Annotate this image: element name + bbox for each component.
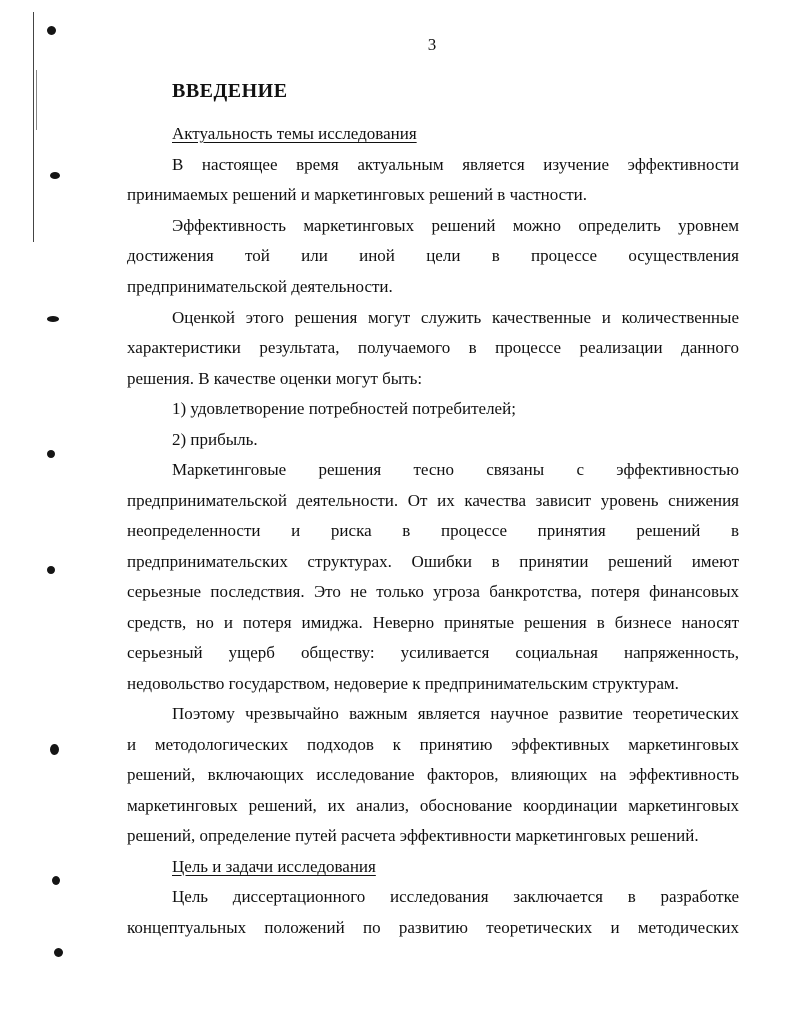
- punch-hole-mark: [47, 26, 56, 35]
- paragraph-line: маркетинговых решений, их анализ, обоснование координации маркетинговых: [127, 796, 739, 815]
- paragraph-line: серьезные последствия. Это не только угроза банкротства, потеря финансовых: [127, 582, 739, 601]
- paragraph-line: Поэтому чрезвычайно важным является научное развитие теоретических: [172, 704, 739, 723]
- punch-hole-mark: [52, 876, 60, 885]
- list-item: 2) прибыль.: [172, 430, 258, 449]
- paragraph-line: решений, включающих исследование факторов, влияющих на эффективность: [127, 765, 739, 784]
- paragraph-line: средств, но и потеря имиджа. Неверно принятые решения в бизнесе наносят: [127, 613, 739, 632]
- punch-hole-mark: [54, 948, 63, 957]
- paragraph-line: решений, определение путей расчета эффективности маркетинговых решений.: [127, 826, 699, 845]
- paragraph-line: Маркетинговые решения тесно связаны с эффективностью: [172, 460, 739, 479]
- paragraph-line: характеристики результата, получаемого в процессе реализации данного: [127, 338, 739, 357]
- paragraph-line: и методологических подходов к принятию эффективных маркетинговых: [127, 735, 739, 754]
- paragraph-line: серьезный ущерб обществу: усиливается социальная напряженность,: [127, 643, 739, 662]
- paragraph-line: концептуальных положений по развитию теоретических и методических: [127, 918, 739, 937]
- paragraph-line: достижения той или иной цели в процессе осуществления: [127, 246, 739, 265]
- punch-hole-mark: [47, 450, 55, 458]
- section-heading-relevance: Актуальность темы исследования: [172, 124, 417, 143]
- paragraph-line: решения. В качестве оценки могут быть:: [127, 369, 423, 388]
- paragraph-line: Эффективность маркетинговых решений можно определить уровнем: [172, 216, 739, 235]
- punch-hole-mark: [50, 744, 59, 755]
- section-heading-goals: Цель и задачи исследования: [172, 857, 376, 876]
- page-number: 3: [427, 35, 437, 54]
- paragraph-line: Оценкой этого решения могут служить качественные и количественные: [172, 308, 739, 327]
- paragraph-line: недовольство государством, недоверие к предпринимательским структурам.: [127, 674, 679, 693]
- paragraph-line: В настоящее время актуальным является изучение эффективности: [172, 155, 739, 174]
- paragraph-line: принимаемых решений и маркетинговых решений в частности.: [127, 185, 587, 204]
- punch-hole-mark: [47, 316, 59, 322]
- punch-hole-mark: [47, 566, 55, 574]
- punch-hole-mark: [50, 172, 60, 179]
- paragraph-line: предпринимательской деятельности. От их качества зависит уровень снижения: [127, 491, 739, 510]
- paragraph-line: Цель диссертационного исследования заключается в разработке: [172, 887, 739, 906]
- paragraph-line: неопределенности и риска в процессе принятия решений в: [127, 521, 739, 540]
- binding-edge-line: [36, 70, 37, 130]
- page-title: ВВЕДЕНИЕ: [172, 80, 288, 102]
- paragraph-line: предпринимательской деятельности.: [127, 277, 393, 296]
- list-item: 1) удовлетворение потребностей потребителей;: [172, 399, 516, 418]
- paragraph-line: предпринимательских структурах. Ошибки в принятии решений имеют: [127, 552, 739, 571]
